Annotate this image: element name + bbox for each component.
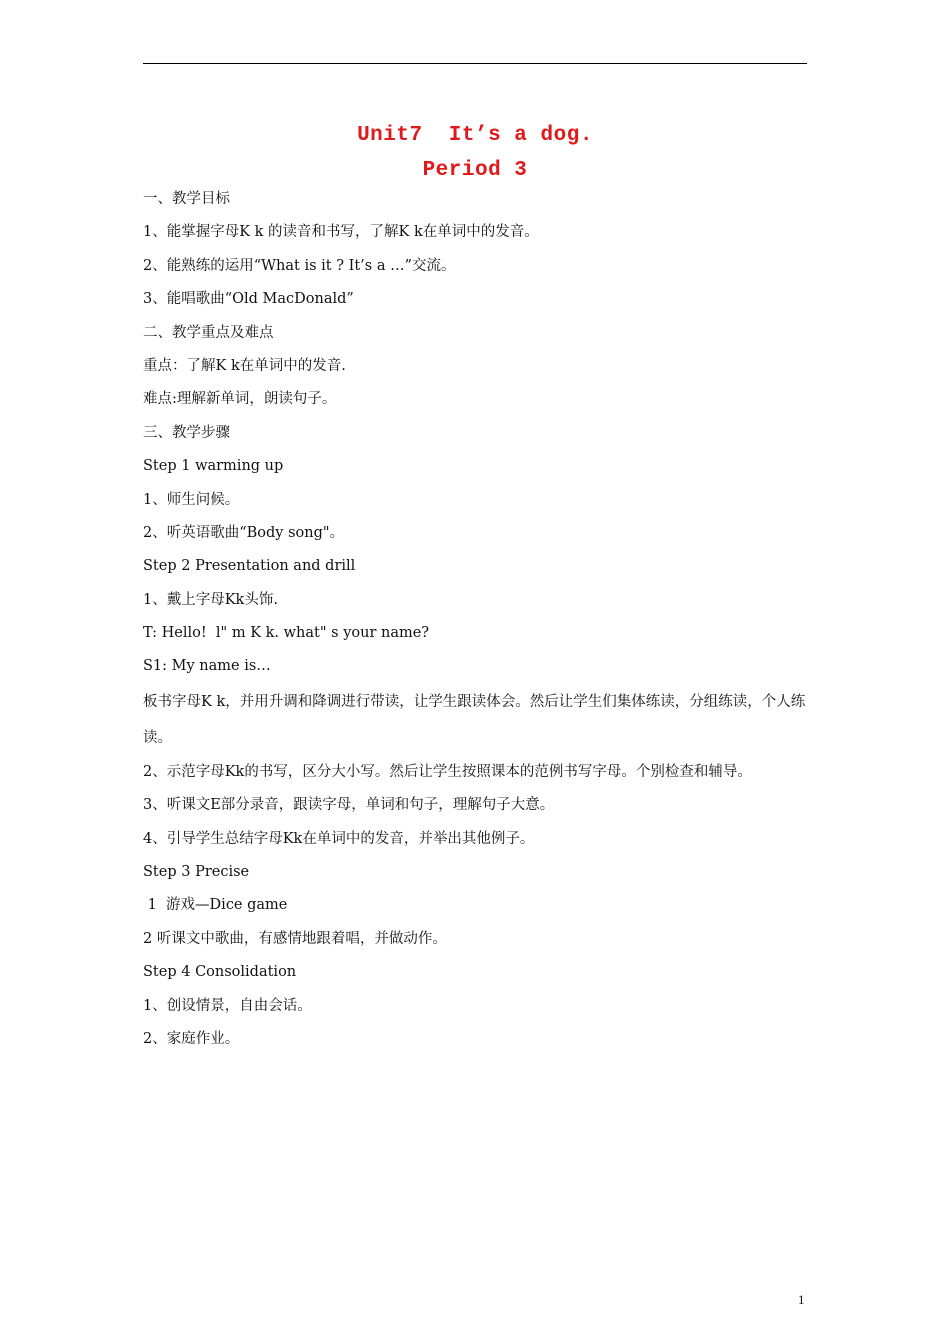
step-2-item-2: 2、示范字母Kk的书写，区分大小写。然后让学生按照课本的范例书写字母。个别检查和辅导。	[143, 763, 752, 780]
step-2-heading: Step 2 Presentation and drill	[143, 558, 356, 575]
key-point: 重点：了解K k在单词中的发音.	[143, 357, 346, 374]
step-4-item-2: 2、家庭作业。	[143, 1030, 240, 1047]
section-heading-steps: 三、教学步骤	[143, 424, 230, 441]
objective-item-3: 3、能唱歌曲“Old MacDonald”	[143, 291, 354, 308]
step-3-item-1: 1 游戏—Dice game	[143, 897, 288, 914]
step-1-item-2: 2、听英语歌曲“Body song"。	[143, 524, 345, 541]
document-body	[143, 183, 823, 1056]
page-number: 1	[798, 1292, 805, 1307]
step-1-item-1: 1、师生问候。	[143, 491, 240, 508]
document-title: Unit7 It’s a dog.	[357, 124, 593, 147]
step-3-heading: Step 3 Precise	[143, 864, 250, 881]
step-2-item-3: 3、听课文E部分录音，跟读字母，单词和句子，理解句子大意。	[143, 797, 555, 814]
objective-item-1: 1、能掌握字母K k 的读音和书写，了解K k在单词中的发音。	[143, 224, 539, 241]
step-3-item-2: 2 听课文中歌曲，有感情地跟着唱，并做动作。	[143, 930, 447, 947]
dialogue-teacher: T: Hello! l" m K k. what" s your name?	[143, 625, 430, 642]
step-4-heading: Step 4 Consolidation	[143, 964, 297, 981]
dialogue-student: S1: My name is…	[143, 658, 271, 675]
difficult-point: 难点:理解新单词，朗读句子。	[143, 391, 337, 408]
step-4-item-1: 1、创设情景，自由会话。	[143, 997, 312, 1014]
step-2-item-4: 4、引导学生总结字母Kk在单词中的发音，并举出其他例子。	[143, 830, 535, 847]
section-heading-objectives: 一、教学目标	[143, 191, 230, 207]
header-rule	[143, 63, 807, 64]
step-1-heading: Step 1 warming up	[143, 458, 284, 475]
objective-item-2: 2、能熟练的运用“What is it ? It’s a …”交流。	[143, 257, 456, 274]
step-2-item-1: 1、戴上字母Kk头饰.	[143, 591, 278, 608]
step-2-paragraph: 板书字母K k，并用升调和降调进行带读，让学生跟读体会。然后让学生们集体练读，分组练读，个人练读。	[143, 693, 806, 746]
document-subtitle: Period 3	[422, 159, 528, 182]
section-heading-key-points: 二、教学重点及难点	[143, 324, 274, 341]
